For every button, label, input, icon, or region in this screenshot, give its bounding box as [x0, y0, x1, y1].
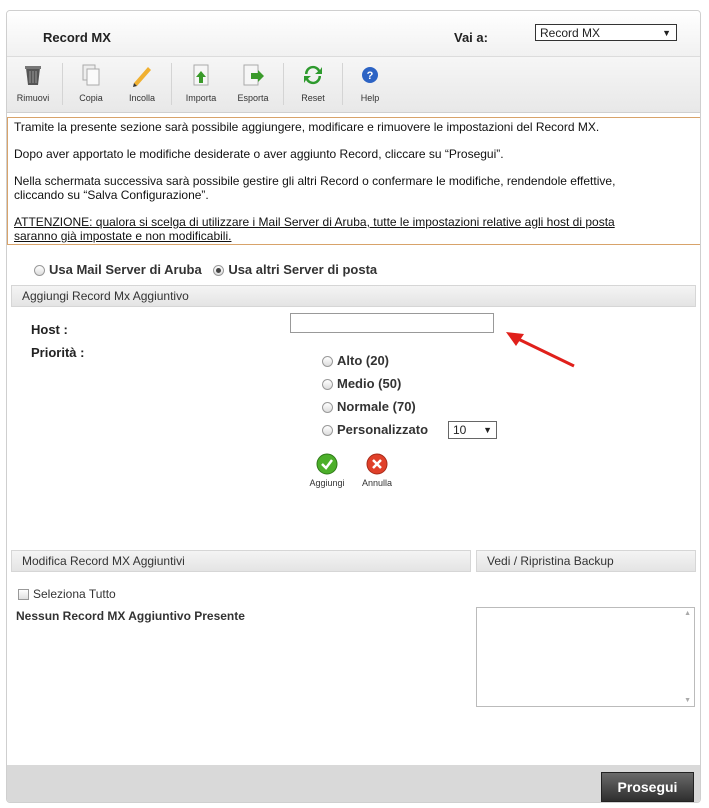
- radio-aruba-label: Usa Mail Server di Aruba: [49, 262, 202, 277]
- proceed-button[interactable]: Prosegui: [601, 772, 694, 802]
- empty-records-text: Nessun Record MX Aggiuntivo Presente: [16, 609, 245, 623]
- priority-high-label: Alto (20): [337, 353, 389, 368]
- host-input[interactable]: [290, 313, 494, 333]
- priority-normal[interactable]: [322, 399, 416, 414]
- import-icon: [189, 63, 213, 87]
- goto-label: Vai a:: [454, 30, 488, 45]
- scroll-up-icon[interactable]: ▲: [684, 610, 691, 617]
- priority-custom-label: Personalizzato: [337, 422, 429, 437]
- radio-button[interactable]: [322, 402, 333, 413]
- export-button[interactable]: [233, 63, 273, 103]
- reset-label: Reset: [301, 93, 325, 103]
- paste-icon: [130, 63, 154, 87]
- radio-button[interactable]: [322, 425, 333, 436]
- remove-label: Rimuovi: [16, 93, 50, 103]
- copy-label: Copia: [79, 93, 103, 103]
- page-header: [7, 11, 700, 57]
- reset-icon: [301, 63, 325, 87]
- priority-normal-label: Normale (70): [337, 399, 416, 414]
- export-label: Esporta: [237, 93, 269, 103]
- edit-section-header: Modifica Record MX Aggiuntivi: [11, 550, 471, 572]
- cancel-icon: [366, 453, 388, 475]
- export-icon: [241, 63, 265, 87]
- goto-select-value: Record MX: [540, 26, 601, 40]
- record-mx-panel: [6, 10, 701, 803]
- paste-label: Incolla: [128, 93, 155, 103]
- info-box: [7, 117, 701, 245]
- cancel-label: Annulla: [361, 478, 393, 488]
- host-label: Host :: [31, 322, 68, 337]
- server-choice: [34, 262, 377, 277]
- dropdown-arrow-icon: ▼: [662, 28, 671, 38]
- toolbar: [7, 57, 700, 113]
- info-paragraph: Dopo aver apportato le modifiche desiderate o aver aggiunto Record, cliccare su “Prosegui”.: [14, 147, 504, 161]
- priority-high[interactable]: [322, 353, 389, 368]
- help-button[interactable]: [350, 63, 390, 103]
- warning-text: saranno già impostate e non modificabili.: [14, 229, 232, 243]
- custom-priority-select[interactable]: [448, 421, 497, 439]
- select-all[interactable]: [18, 587, 116, 601]
- info-paragraph: Nella schermata successiva sarà possibile gestire gli altri Record o confermare le modifiche, rendendole effettive,: [14, 174, 616, 188]
- goto-select[interactable]: [535, 24, 677, 41]
- trash-icon: [21, 63, 45, 87]
- warning-text: ATTENZIONE: qualora si scelga di utilizzare i Mail Server di Aruba, tutte le impostazioni relative agli host di posta: [14, 215, 615, 229]
- select-all-label: Seleziona Tutto: [33, 587, 116, 601]
- add-button[interactable]: [305, 453, 349, 488]
- toolbar-divider: [283, 63, 284, 105]
- backup-section-header: Vedi / Ripristina Backup: [476, 550, 696, 572]
- radio-other[interactable]: [213, 262, 377, 277]
- remove-button[interactable]: [13, 63, 53, 103]
- radio-aruba[interactable]: [34, 262, 202, 277]
- radio-button[interactable]: [322, 379, 333, 390]
- toolbar-divider: [62, 63, 63, 105]
- info-paragraph: Tramite la presente sezione sarà possibile aggiungere, modificare e rimuovere le impostazioni del Record MX.: [14, 120, 600, 134]
- page-title: Record MX: [43, 30, 111, 45]
- help-icon: [358, 63, 382, 87]
- priority-medium-label: Medio (50): [337, 376, 402, 391]
- add-section-header: Aggiungi Record Mx Aggiuntivo: [11, 285, 696, 307]
- dropdown-arrow-icon: ▼: [483, 425, 492, 435]
- backup-textarea[interactable]: [476, 607, 695, 707]
- footer-bar: [7, 765, 700, 803]
- help-label: Help: [360, 93, 380, 103]
- checkmark-icon: [316, 453, 338, 475]
- paste-button[interactable]: [122, 63, 162, 103]
- priority-custom[interactable]: [322, 422, 428, 437]
- add-label: Aggiungi: [309, 478, 345, 488]
- radio-button[interactable]: [34, 265, 45, 276]
- pointer-arrow-icon: [502, 324, 578, 370]
- copy-button[interactable]: [71, 63, 111, 103]
- cancel-button[interactable]: [355, 453, 399, 488]
- copy-icon: [79, 63, 103, 87]
- radio-other-label: Usa altri Server di posta: [228, 262, 378, 277]
- priority-medium[interactable]: [322, 376, 401, 391]
- svg-text:?: ?: [366, 70, 374, 82]
- toolbar-divider: [171, 63, 172, 105]
- radio-button[interactable]: [322, 356, 333, 367]
- select-all-checkbox[interactable]: [18, 589, 29, 600]
- radio-button-checked[interactable]: [213, 265, 224, 276]
- info-paragraph: cliccando su “Salva Configurazione”.: [14, 188, 209, 202]
- reset-button[interactable]: [293, 63, 333, 103]
- toolbar-divider: [342, 63, 343, 105]
- priority-label: Priorità :: [31, 345, 85, 360]
- custom-priority-value: 10: [453, 423, 467, 437]
- import-button[interactable]: [181, 63, 221, 103]
- scroll-down-icon[interactable]: ▼: [684, 697, 691, 704]
- import-label: Importa: [185, 93, 217, 103]
